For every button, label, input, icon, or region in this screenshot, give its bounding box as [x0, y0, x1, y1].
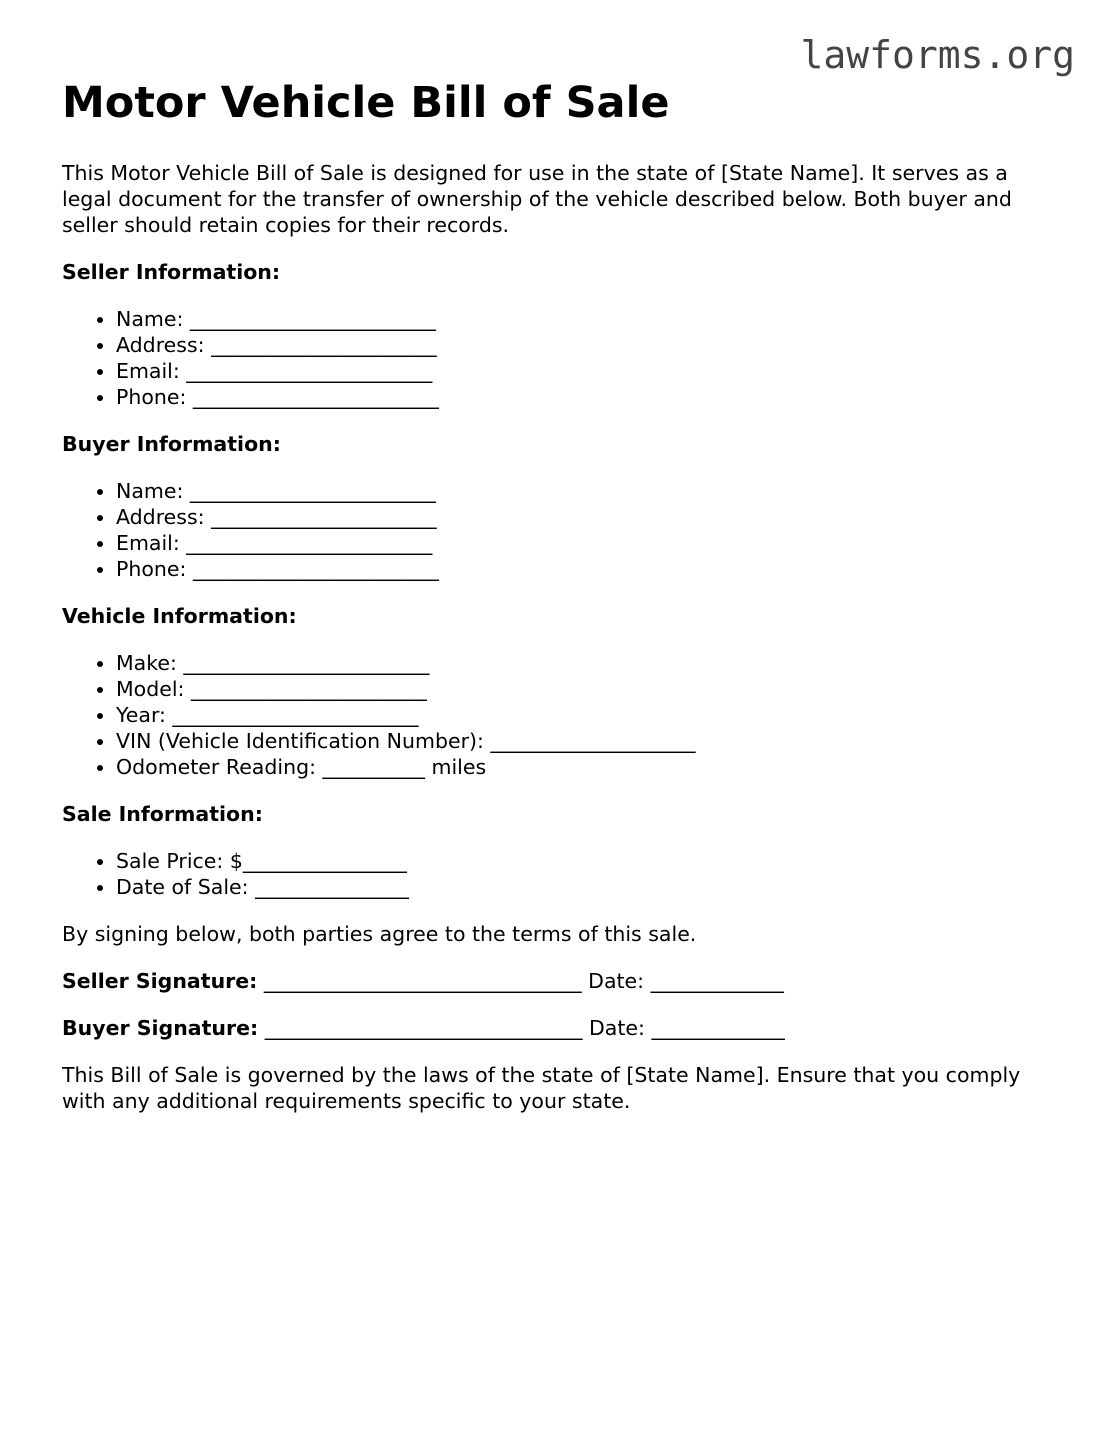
- seller-signature-blank: _______________________________ Date: _____________: [257, 969, 784, 993]
- seller-signature-line: [62, 968, 1052, 994]
- watermark-logo: lawforms.org: [800, 33, 1075, 77]
- seller-field-list: [62, 306, 1052, 410]
- buyer-name-field: • Name: ________________________: [116, 478, 1052, 504]
- vehicle-vin-field: • VIN (Vehicle Identification Number): ____________________: [116, 728, 1052, 754]
- document-body: [62, 160, 1052, 1114]
- sale-price-field: • Sale Price: $________________: [116, 848, 1052, 874]
- seller-phone-field: • Phone: ________________________: [116, 384, 1052, 410]
- seller-address-field: • Address: ______________________: [116, 332, 1052, 358]
- intro-paragraph: This Motor Vehicle Bill of Sale is designed for use in the state of [State Name]. It serves as a legal document for the transfer of ownership of the vehicle described below. Both buyer and seller should retain copies for their records.: [62, 161, 1012, 237]
- vehicle-odometer-field: • Odometer Reading: __________ miles: [116, 754, 1052, 780]
- document-title: Motor Vehicle Bill of Sale: [62, 78, 670, 128]
- seller-signature-label: Seller Signature:: [62, 969, 258, 993]
- agreement-statement: By signing below, both parties agree to the terms of this sale.: [62, 922, 697, 946]
- seller-email-field: • Email: ________________________: [116, 358, 1052, 384]
- buyer-signature-line: [62, 1015, 1052, 1041]
- sale-section-heading: Sale Information:: [62, 802, 263, 826]
- governing-law-paragraph: This Bill of Sale is governed by the laws of the state of [State Name]. Ensure that you comply with any additional requirements specific to your state.: [62, 1063, 1021, 1113]
- buyer-section-heading: Buyer Information:: [62, 432, 281, 456]
- vehicle-section-heading: Vehicle Information:: [62, 604, 297, 628]
- buyer-email-field: • Email: ________________________: [116, 530, 1052, 556]
- vehicle-field-list: [62, 650, 1052, 780]
- vehicle-make-field: • Make: ________________________: [116, 650, 1052, 676]
- buyer-address-field: • Address: ______________________: [116, 504, 1052, 530]
- buyer-signature-label: Buyer Signature:: [62, 1016, 259, 1040]
- buyer-field-list: [62, 478, 1052, 582]
- seller-section-heading: Seller Information:: [62, 260, 281, 284]
- seller-name-field: • Name: ________________________: [116, 306, 1052, 332]
- sale-field-list: [62, 848, 1052, 900]
- buyer-signature-blank: _______________________________ Date: _____________: [258, 1016, 785, 1040]
- vehicle-model-field: • Model: _______________________: [116, 676, 1052, 702]
- vehicle-year-field: • Year: ________________________: [116, 702, 1052, 728]
- sale-date-field: • Date of Sale: _______________: [116, 874, 1052, 900]
- buyer-phone-field: • Phone: ________________________: [116, 556, 1052, 582]
